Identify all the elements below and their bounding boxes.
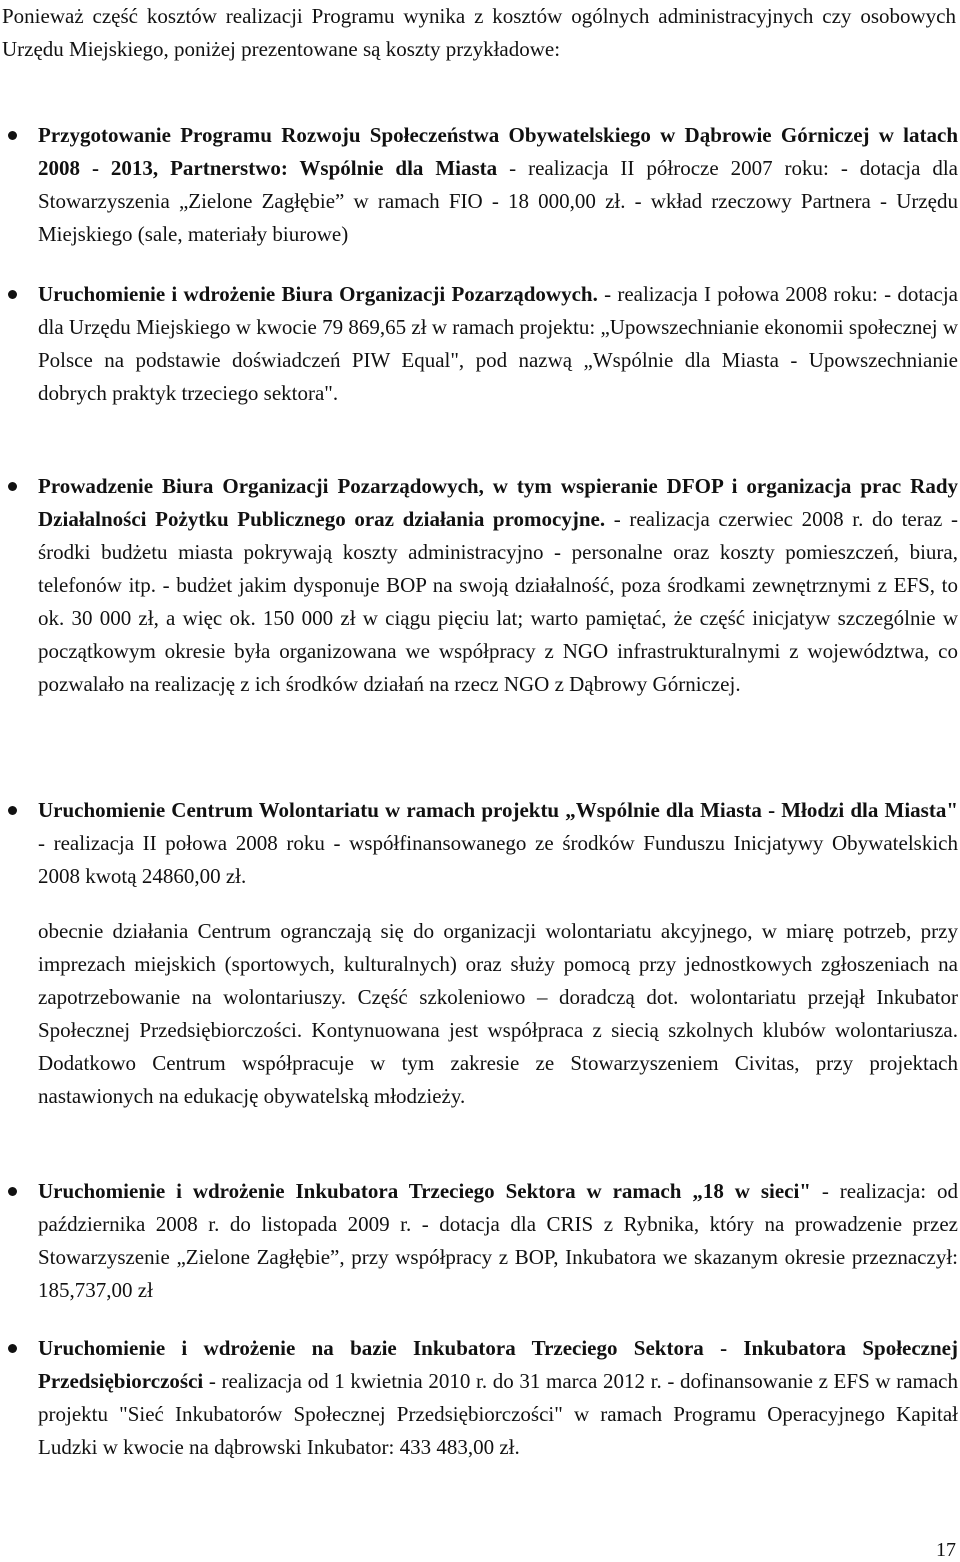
item-text: - realizacja od 1 kwietnia 2010 r. do 31 marca 2012 r. - dofinansowanie z EFS w ramach projektu "Sieć Inkubatorów Społecznej Przedsiębiorczości" w ramach Programu Operacyjnego Kapitał Ludzki w kwocie na dąbrowski Inkubator: 433 483,00 zł. <box>38 1369 958 1459</box>
body-paragraph: obecnie działania Centrum ogranczają się do organizacji wolontariatu akcyjnego, w miarę potrzeb, przy imprezach miejskich (sportowych, kulturalnych) oraz służy pomocą przy jednostkowych zgłoszeniach na zapotrzebowanie na wolontariuszy. Część szkoleniowo – doradczą dot. wolontariatu przejął Inkubator Społecznej Przedsiębiorczości. Kontynuowana jest współpraca z siecią szkolnych klubów wolontariusza. Dodatkowo Centrum współpracuje w tym zakresie ze Stowarzyszeniem Civitas, przy projektach nastawionych na edukację obywatelską młodzieży. <box>38 919 958 1108</box>
item-heading: Uruchomienie i wdrożenie na bazie Inkubatora Trzeciego Sektora - Inkubatora Społecznej Przedsiębiorczości <box>38 1336 958 1393</box>
bullet-icon <box>8 290 17 299</box>
item-text: - realizacja: od października 2008 r. do listopada 2009 r. - dotacja dla CRIS z Rybnika, który na prowadzenie przez Stowarzyszenie „Zielone Zagłębie”, przy współpracy z BOP, Inkubatora we skazanym okresie przeznaczył: 185,737,00 zł <box>38 1179 958 1302</box>
item-text: - realizacja czerwiec 2008 r. do teraz - środki budżetu miasta pokrywają koszty administracyjno - personalne oraz koszty pomieszczeń, biura, telefonów itp. - budżet jakim dysponuje BOP na swoją działalność, poza środkami zewnętrznymi z EFS, to ok. 30 000 zł, a więc ok. 150 000 zł w ciągu pięciu lat; warto pamiętać, że część inicjatyw szczególnie w początkowym okresie była organizowana we współpracy z NGO infrastrukturalnymi z województwa, co pozwalało na realizację z ich środków działań na rzecz NGO z Dąbrowy Górniczej. <box>38 507 958 696</box>
item-heading: Przygotowanie Programu Rozwoju Społeczeństwa Obywatelskiego w Dąbrowie Górniczej w latach 2008 - 2013, Partnerstwo: Wspólnie dla Miasta <box>38 123 958 180</box>
list-item <box>38 470 958 701</box>
item-heading: Uruchomienie Centrum Wolontariatu w ramach projektu „Wspólnie dla Miasta - Młodzi dla Miasta" <box>38 798 958 822</box>
item-text: - realizacja II półrocze 2007 roku: - dotacja dla Stowarzyszenia „Zielone Zagłębie” w ramach FIO - 18 000,00 zł. - wkład rzeczowy Partnera - Urzędu Miejskiego (sale, materiały biurowe) <box>38 156 958 246</box>
list-item <box>38 278 958 410</box>
page-number: 17 <box>936 1539 956 1561</box>
bullet-icon <box>8 482 17 491</box>
list-item <box>38 794 958 893</box>
list-item <box>38 1175 958 1307</box>
intro-paragraph: Ponieważ część kosztów realizacji Programu wynika z kosztów ogólnych administracyjnych czy osobowych Urzędu Miejskiego, poniżej prezentowane są koszty przykładowe: <box>2 4 956 61</box>
list-item <box>38 119 958 251</box>
item-heading: Uruchomienie i wdrożenie Inkubatora Trzeciego Sektora w ramach „18 w sieci" <box>38 1179 811 1203</box>
list-item <box>38 1332 958 1464</box>
bullet-icon <box>8 806 17 815</box>
bullet-icon <box>8 1187 17 1196</box>
item-heading: Prowadzenie Biura Organizacji Pozarządowych, w tym wspieranie DFOP i organizacja prac Rady Działalności Pożytku Publicznego oraz działania promocyjne. <box>38 474 958 531</box>
bullet-icon <box>8 131 17 140</box>
item-text: - realizacja I połowa 2008 roku: - dotacja dla Urzędu Miejskiego w kwocie 79 869,65 zł w ramach projektu: „Upowszechnianie ekonomii społecznej w Polsce na podstawie doświadczeń PIW Equal", pod nazwą „Wspólnie dla Miasta - Upowszechnianie dobrych praktyk trzeciego sektora". <box>38 282 958 405</box>
item-text: - realizacja II połowa 2008 roku - współfinansowanego ze środków Funduszu Inicjatywy Obywatelskich 2008 kwotą 24860,00 zł. <box>38 831 958 888</box>
bullet-icon <box>8 1344 17 1353</box>
item-heading: Uruchomienie i wdrożenie Biura Organizacji Pozarządowych. <box>38 282 598 306</box>
